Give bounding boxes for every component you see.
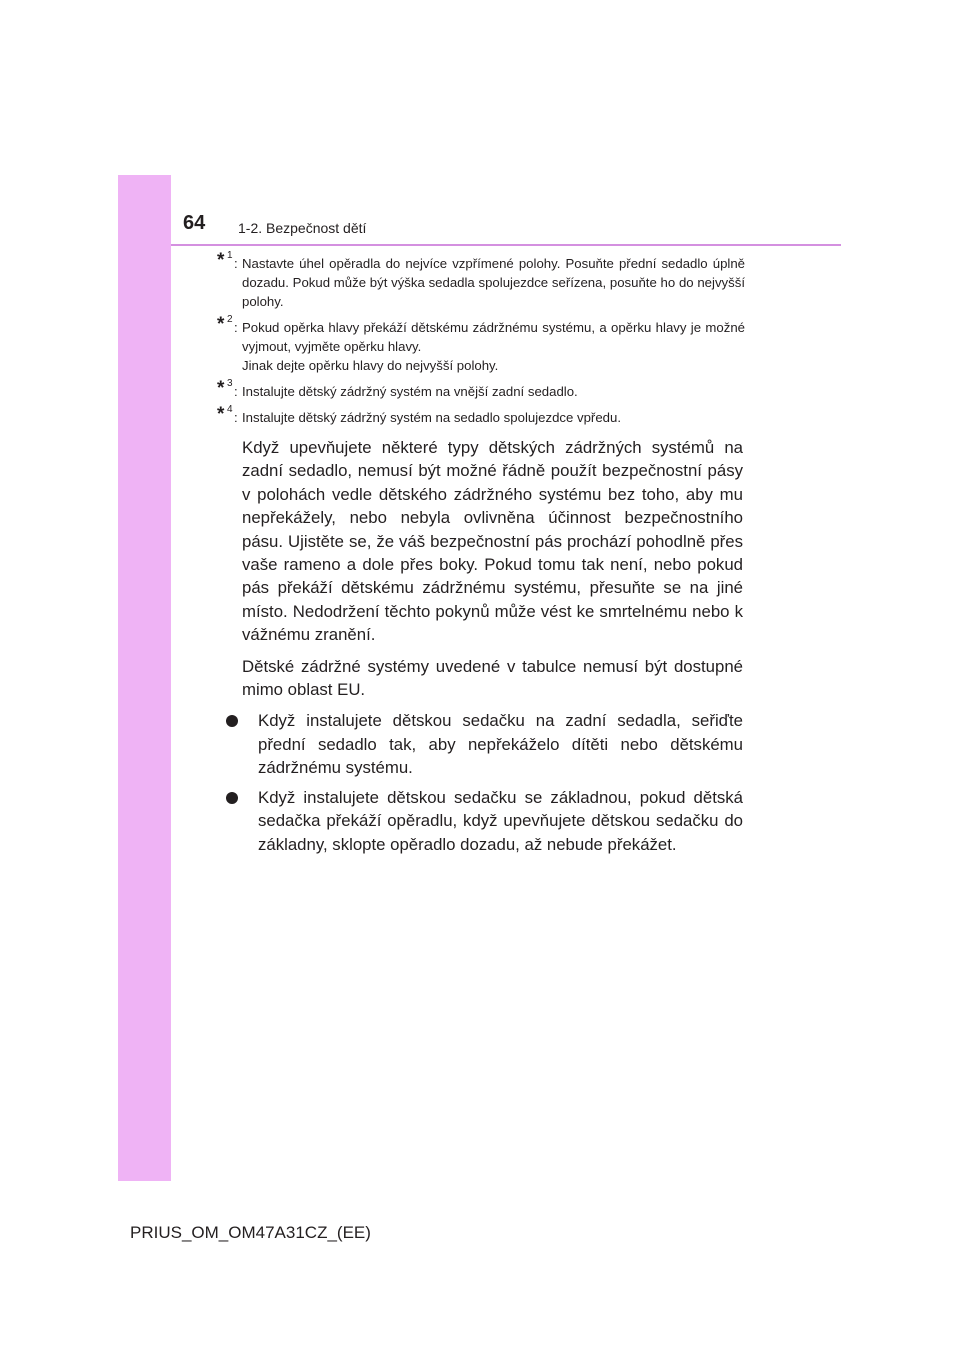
footnotes [217,250,745,434]
bullet-dot-icon [226,715,238,727]
paragraph-eu-availability: Dětské zádržné systémy uvedené v tabulce nemusí být dostupné mimo oblast EU. [242,656,743,700]
footnote-asterisk: * [217,378,225,399]
footnote-number: 1 [227,250,233,261]
footnote-number: 4 [227,404,233,415]
page-number: 64 [183,212,206,234]
side-color-band [118,175,171,1181]
footnote-number: 2 [227,314,233,325]
footnote-asterisk: * [217,404,225,425]
footnote-number: 3 [227,378,233,389]
paragraph-seatbelt-warning: Když upevňujete některé typy dětských zádržných systémů na zadní sedadlo, nemusí být možné řádně použít bezpečnostní pásy v polohách vedle dětského zádržného systému bez toho, aby mu nepřekážely, nebo nebyla ovlivněna účinnost bezpečnostního pásu. Ujistěte se, že váš bezpečnostní pás prochází pohodlně přes vaše rameno a dole přes boky. Pokud tomu tak není, nebo pokud pás překáží dětskému zádržnému systému, přesuňte se na jiné místo. Nedodržení těchto pokynů může vést ke smrtelnému nebo k vážnému zranění. [242,438,743,645]
footnote-colon: : [234,256,238,271]
footnote-4 [217,404,745,427]
section-title: 1-2. Bezpečnost dětí [238,220,367,236]
bullet-text: Když instalujete dětskou sedačku se základnou, pokud dětská sedačka překáží opěradlu, když upevňujete dětskou sedačku do základny, sklopte opěradlo dozadu, až nebude překážet. [258,787,743,854]
bullet-dot-icon [226,792,238,804]
footnote-2 [217,314,745,375]
body-text [242,436,743,862]
footnote-colon: : [234,384,238,399]
bullet-item-1 [226,709,743,779]
footnote-3 [217,378,745,401]
footnote-asterisk: * [217,314,225,335]
footnote-text: Instalujte dětský zádržný systém na vnější zadní sedadlo. [242,384,578,399]
footnote-colon: : [234,410,238,425]
document-code: PRIUS_OM_OM47A31CZ_(EE) [130,1223,371,1242]
footnote-asterisk: * [217,250,225,271]
page-header [171,210,841,246]
footnote-colon: : [234,320,238,335]
header-divider [171,244,841,246]
footnote-text: Nastavte úhel opěradla do nejvíce vzpřímené polohy. Posuňte přední sedadlo úplně dozadu. Pokud může být výška sedadla spolujezdce seřízena, posuňte ho do nejvyšší polohy. [242,256,745,309]
bullet-text: Když instalujete dětskou sedačku na zadní sedadla, seřiďte přední sedadlo tak, aby nepřekáželo dítěti nebo dětskému zádržnému systému. [258,711,743,778]
footnote-text: Jinak dejte opěrku hlavy do nejvyšší polohy. [242,358,499,373]
bullet-item-2 [226,786,743,856]
footnote-text: Pokud opěrka hlavy překáží dětskému zádržnému systému, a opěrku hlavy je možné vyjmout, vyjměte opěrku hlavy. [242,320,745,354]
footnote-1 [217,250,745,311]
footnote-text: Instalujte dětský zádržný systém na sedadlo spolujezdce vpředu. [242,410,621,425]
